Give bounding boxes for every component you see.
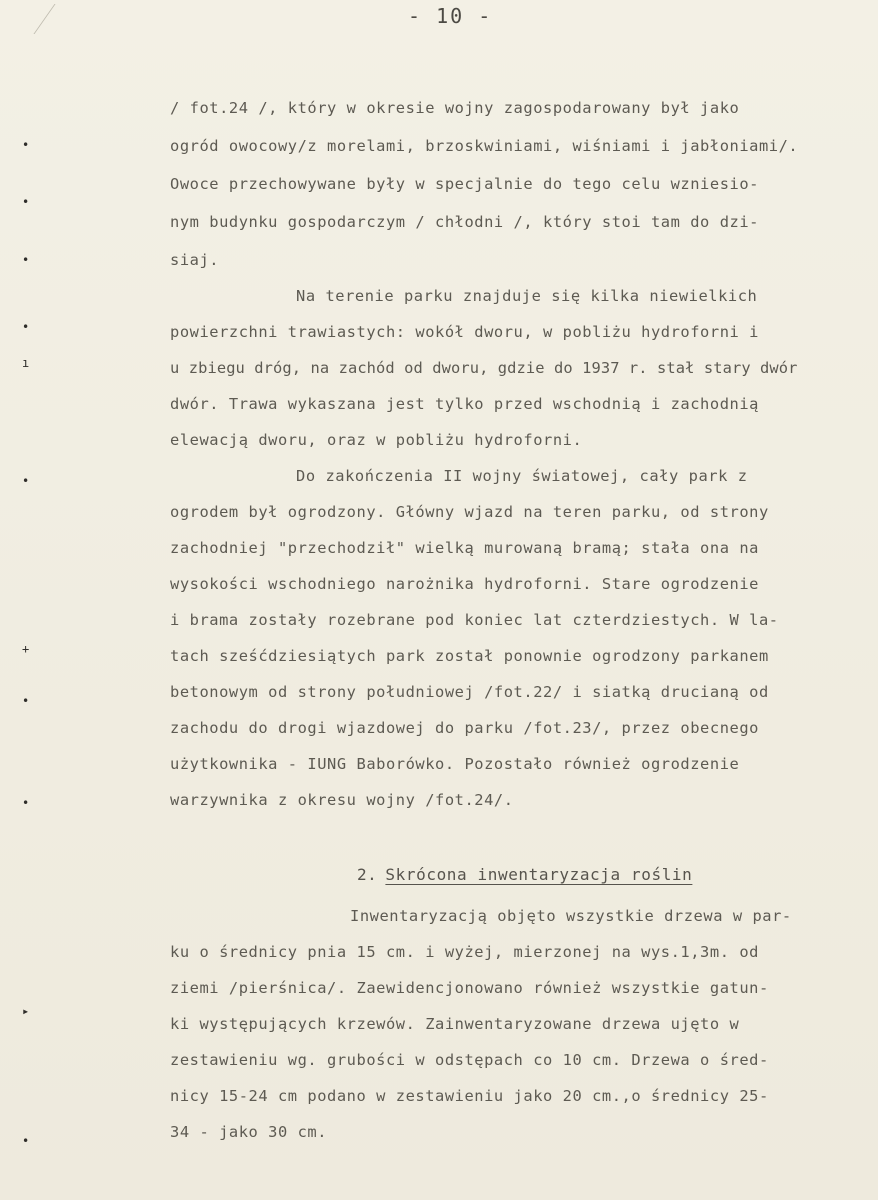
text-line-16: tach sześćdziesiątych park został ponownie ogrodzony parkanem [170,647,769,665]
text-line-5: siaj. [170,251,220,269]
text-line-13: zachodniej "przechodził" wielką murowaną bramą; stała ona na [170,539,759,557]
text-line-20: warzywnika z okresu wojny /fot.24/. [170,791,514,809]
margin-dot-7: • [22,796,30,810]
text-line-14: wysokości wschodniego narożnika hydroforni. Stare ogrodzenie [170,575,759,593]
text-line-21: Inwentaryzacją objęto wszystkie drzewa w par- [350,907,792,925]
corner-fold-mark [33,4,85,34]
text-line-4: nym budynku gospodarczym / chłodni /, który stoi tam do dzi- [170,213,759,231]
text-line-26: nicy 15-24 cm podano w zestawieniu jako 20 cm.,o średnicy 25- [170,1087,769,1105]
text-line-24: ki występujących krzewów. Zainwentaryzowane drzewa ujęto w [170,1015,740,1033]
text-line-1: / fot.24 /, który w okresie wojny zagospodarowany był jako [170,99,740,117]
text-line-10: elewacją dworu, oraz w pobliżu hydroforni. [170,431,583,449]
text-line-27: 34 - jako 30 cm. [170,1123,328,1141]
text-line-15: i brama zostały rozebrane pod koniec lat czterdziestych. W la- [170,611,779,629]
margin-tick-1: ı [22,356,30,370]
margin-dot-1: • [22,138,30,152]
section-number: 2. [356,865,378,884]
section-heading [316,846,692,903]
margin-dot-3: • [22,253,30,267]
text-line-2: ogród owocowy/z morelami, brzoskwiniami, wiśniami i jabłoniami/. [170,137,799,155]
page-number: - 10 - [408,4,493,28]
text-line-23: ziemi /pierśnica/. Zaewidencjonowano również wszystkie gatun- [170,979,769,997]
margin-dot-4: • [22,320,30,334]
margin-dot-6: • [22,694,30,708]
section-title: Skrócona inwentaryzacja roślin [385,865,693,884]
text-line-8: u zbiegu dróg, na zachód od dworu, gdzie do 1937 r. stał stary dwór [170,359,798,377]
text-line-17: betonowym od strony południowej /fot.22/ i siatką drucianą od [170,683,769,701]
margin-mark-plus: + [22,642,30,656]
text-line-3: Owoce przechowywane były w specjalnie do tego celu wzniesio- [170,175,759,193]
text-line-11: Do zakończenia II wojny światowej, cały park z [296,467,748,485]
text-line-22: ku o średnicy pnia 15 cm. i wyżej, mierzonej na wys.1,3m. od [170,943,759,961]
margin-arrow-mark: ▸ [22,1004,30,1018]
text-line-12: ogrodem był ogrodzony. Główny wjazd na teren parku, od strony [170,503,769,521]
text-line-19: użytkownika - IUNG Baborówko. Pozostało również ogrodzenie [170,755,740,773]
margin-dot-8: • [22,1134,30,1148]
text-line-9: dwór. Trawa wykaszana jest tylko przed wschodnią i zachodnią [170,395,759,413]
text-line-7: powierzchni trawiastych: wokół dworu, w pobliżu hydroforni i [170,323,759,341]
margin-dot-5: • [22,474,30,488]
text-line-6: Na terenie parku znajduje się kilka niewielkich [296,287,758,305]
text-line-18: zachodu do drogi wjazdowej do parku /fot.23/, przez obecnego [170,719,759,737]
margin-dot-2: • [22,195,30,209]
text-line-25: zestawieniu wg. grubości w odstępach co 10 cm. Drzewa o śred- [170,1051,769,1069]
